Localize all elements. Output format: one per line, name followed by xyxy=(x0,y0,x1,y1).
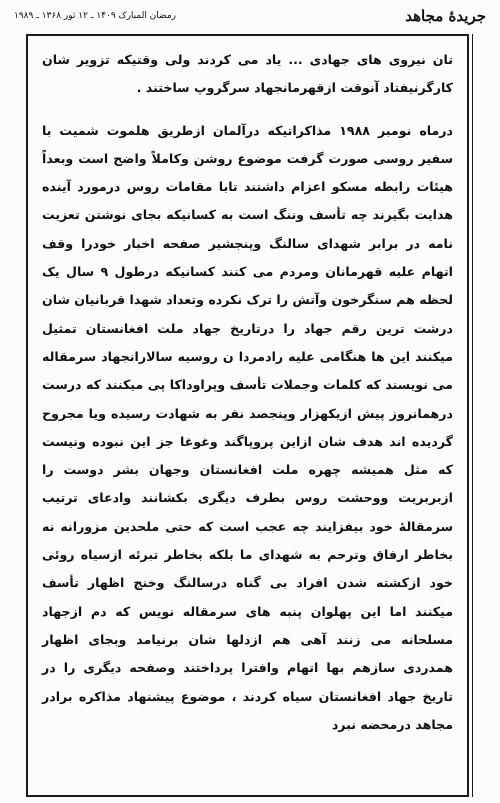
article-paragraph: تان نیروی های جهادی ... یاد می کردند ولی وقتیکه تزویر شان کارگرنیفتاد آنوقت ازقهرمانجهاد سرگروپ ساختند . xyxy=(42,52,453,96)
newspaper-title: جریدهٔ مجاهد xyxy=(405,7,486,25)
issue-date: رمضان المبارک ۱۴۰۹ ـ ۱۲ ثور ۱۳۶۸ ـ ۱۹۸۹ xyxy=(14,11,177,21)
article-frame xyxy=(26,34,469,797)
article-paragraph: درماه نومبر ۱۹۸۸ مذاکراتیکه درآلمان ازطریق هلموت شمیت با سفیر روسی صورت گرفت موضوع روشن وکاملاً واضح است وبعداً هیئات رابطه مسکو اعزام داشتند تابا مقامات روس درمورد آینده هدایت بگیرند چه تأسف وننگ است به کسانیکه بجای نوشتن تعزیت نامه در برابر شهدای سالنگ وپنجشیر صفحه اخبار خودرا وقف اتهام علیه قهرمانان ومردم می کنند کسانیکه درطول ۹ سال یک لحظه هم سنگرخون وآتش را ترک نکرده وتعداد شهدا قربانیان شان درشت ترین رقم جهاد را درتاریخ جهاد ملت افغانستان تمثیل میکنند این ها هنگامی علیه رادمردا ن روسیه سالارانجهاد سرمقاله می نویسند که کلمات وجملات تأسف وپراوداکا پی میکنند که درست درهمانروز پیش ازیکهزار وپنجصد نفر به شهادت رسیده ویا مجروح گردیده اند هدف شان ازاین پروپاگند وغوغا جز این نبوده ونیست که مثل همیشه چهره ملت افغانستان وجهان بشر دوست را ازبربریت ووحشت روس بطرف دیگری بکشانند وادعای ترتیب سرمقالهٔ خود بیفزایند چه عجب است که حتی ملحدین مزورانه نه بخاطر ارفاق وترحم به شهدای ما بلکه بخاطر تبرئه ازسیاه روئی خود ازکشته شدن افراد بی گناه درسالنگ وخنج اظهار تأسف میکنند اما این پهلوان پنبه های سرمقاله نویس که دم ازجهاد مسلحانه می زنند آهی هم ازدلها شان برنیامد وبجای اظهار همدردی سازهم بها اتهام وافترا پرداختند وصفحه دیگری را در تاریخ جهاد افغانستان سیاه کردند ، موضوع پیشنهاد مذاکره برادر مجاهد درمحضه نبرد xyxy=(42,122,453,732)
masthead xyxy=(14,0,486,32)
article-body xyxy=(42,46,453,739)
